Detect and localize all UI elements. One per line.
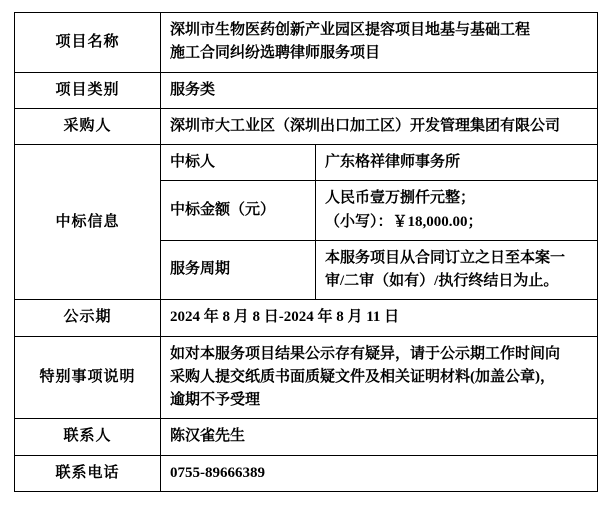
table-row (15, 336, 598, 419)
row-value-special-notes (161, 336, 598, 419)
row-label-contact-person: 联系人 (15, 419, 161, 455)
row-label-publicity-period: 公示期 (15, 300, 161, 336)
row-value-project-name (161, 13, 598, 73)
text-line: 审/二审（如有）/执行终结日为止。 (325, 273, 559, 289)
text-line: 人民币壹万捌仟元整； (325, 190, 476, 207)
row-value-contact-person: 陈汉雀先生 (161, 419, 598, 455)
text-line: 逾期不予受理 (170, 392, 261, 408)
row-value-contact-phone: 0755-89666389 (161, 455, 598, 491)
row-label-project-name: 项目名称 (15, 13, 161, 73)
row-label-project-category: 项目类别 (15, 72, 161, 108)
table-row (15, 72, 598, 108)
text-line: 施工合同纠纷选聘律师服务项目 (170, 45, 381, 62)
sub-value-service-period (316, 240, 598, 300)
row-label-bid-info: 中标信息 (15, 145, 161, 300)
text-line: 采购人提交纸质书面质疑文件及相关证明材料(加盖公章)， (170, 368, 555, 385)
sub-label-winner: 中标人 (161, 145, 316, 181)
table-row (15, 108, 598, 144)
sub-value-winner: 广东格祥律师事务所 (316, 145, 598, 181)
table-row (15, 300, 598, 336)
text-line: （小写）：￥18,000.00； (325, 213, 483, 230)
row-value-publicity-period: 2024 年 8 月 8 日-2024 年 8 月 11 日 (161, 300, 598, 336)
sub-value-bid-amount (316, 181, 598, 241)
sub-label-bid-amount: 中标金额（元） (161, 181, 316, 241)
bid-result-table (14, 12, 598, 492)
row-label-contact-phone: 联系电话 (15, 455, 161, 491)
text-line: 本服务项目从合同订立之日至本案一 (325, 249, 566, 266)
row-value-purchaser: 深圳市大工业区（深圳出口加工区）开发管理集团有限公司 (161, 108, 598, 144)
row-label-purchaser: 采购人 (15, 108, 161, 144)
table-row (15, 145, 598, 181)
table-row (15, 455, 598, 491)
text-line: 深圳市生物医药创新产业园区提容项目地基与基础工程 (170, 22, 531, 38)
table-row (15, 13, 598, 73)
text-line: 如对本服务项目结果公示存有疑异，请于公示期工作时间向 (170, 345, 561, 362)
row-value-project-category: 服务类 (161, 72, 598, 108)
table-row (15, 419, 598, 455)
sub-label-service-period: 服务周期 (161, 240, 316, 300)
row-label-special-notes: 特别事项说明 (15, 336, 161, 419)
